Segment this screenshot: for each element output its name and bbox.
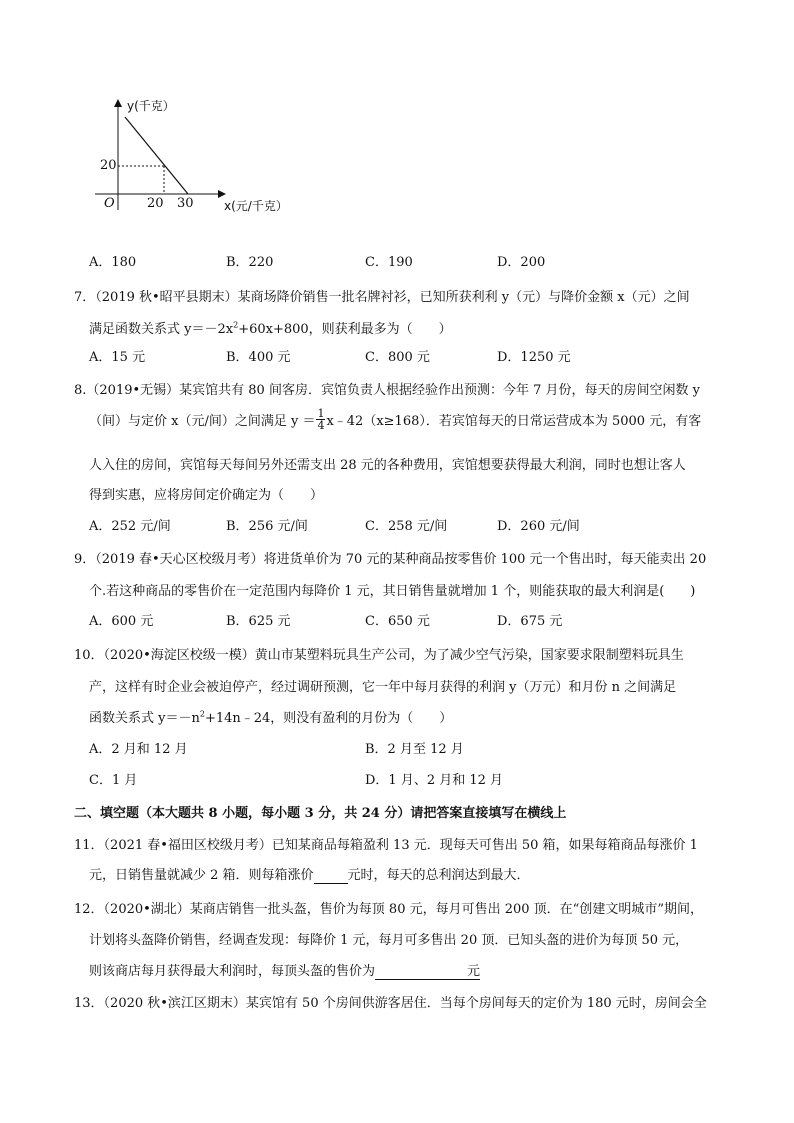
q8-line-1: 8.（2019•无锡）某宾馆共有 80 间客房．宾馆负责人根据经验作出预测：今年 7 月份，每天的房间空闲数 y [74,383,700,398]
q11-line-1: 11．（2021 春•福田区校级月考）已知某商品每箱盈利 13 元．现每天可售出 50 箱，如果每箱商品每涨价 1 [74,838,698,853]
q7-option-b: B．400 元 [226,350,291,365]
q12-line-3: 则该商店每月获得最大利润时，每顶头盔的售价为 元 [89,964,481,979]
q13-line-1: 13．（2020 秋•滨江区期末）某宾馆有 50 个房间供游客居住．当每个房间每天的定价为 180 元时，房间会全 [74,996,707,1011]
q11-line-2: 元，日销售量就减少 2 箱．则每箱涨价 元时，每天的总利润达到最大． [89,868,530,883]
demand-line [125,117,188,194]
y-axis-label: y(千克） [127,99,175,113]
q8-line-3: 人入住的房间，宾馆每天每间另外还需支出 28 元的各种费用，宾馆想要获得最大利润，同时也想让客人 [89,458,686,473]
q6-option-a: A．180 [89,255,137,270]
q7-option-d: D．1250 元 [497,350,571,365]
q9-line-2: 个.若这种商品的零售价在一定范围内每降价 1 元，其日销售量就增加 1 个，则能获取的最大利润是( ) [89,584,696,599]
q11-answer-blank[interactable] [314,868,348,884]
q10-option-b: B．2 月至 12 月 [365,742,464,757]
q7-line-1: 7．（2019 秋•昭平县期末）某商场降价销售一批名牌衬衫，已知所获利利 y（元）与降价金额 x（元）之间 [74,290,690,305]
q12-line-1: 12．（2020•湖北）某商店销售一批头盔，售价为每顶 80 元，每月可售出 200 顶．在“创建文明城市”期间， [74,902,703,917]
q8-option-a: A．252 元/间 [89,519,171,534]
q8-option-c: C．258 元/间 [365,519,448,534]
section-2-heading: 二、填空题（本大题共 8 小题，每小题 3 分，共 24 分）请把答案直接填写在横线上 [74,806,567,821]
q9-line-1: 9．（2019 春•天心区校级月考）将进货单价为 70 元的某种商品按零售价 100 元一个售出时，每天能卖出 20 [74,552,707,567]
q12-answer-blank[interactable] [375,964,467,980]
x-axis-label: x(元/千克） [224,199,288,213]
q9-option-d: D．675 元 [497,614,563,629]
q8-option-b: B．256 元/间 [226,519,308,534]
q10-line-2: 产，这样有时企业会被迫停产，经过调研预测，它一年中每月获得的利润 y（万元）和月份 n 之间满足 [89,680,677,695]
x-tick-label-20: 20 [147,196,164,211]
q9-option-a: A．600 元 [89,614,154,629]
q7-line-2: 满足函数关系式 $y=-2x^2+60x+800$，则获利最多为（ ） [89,320,452,337]
q6-option-c: C．190 [365,255,413,270]
q8-line-4: 得到实惠，应将房间定价确定为（ ） [89,488,324,503]
q10-option-d: D．1 月、2 月和 12 月 [365,773,504,788]
x-tick-label-30: 30 [177,196,194,211]
q7-option-c: C．800 元 [365,350,430,365]
origin-label: O [104,196,115,211]
q7-option-a: A．15 元 [89,350,146,365]
q10-line-3: 函数关系式 $y=-n^2+14n﹣24$，则没有盈利的月份为（ ） [89,709,453,726]
q6-option-d: D．200 [497,255,546,270]
y-tick-label: 20 [100,158,117,173]
q8-line-2: （间）与定价 x（元/间）之间满足 y ＝ $\frac{1}{4}$ x﹣42（x≥168）．若宾馆每天的日常运营成本为 5000 元，有客 [89,407,702,432]
q9-option-b: B．625 元 [226,614,291,629]
q10-option-a: A．2 月和 12 月 [89,742,188,757]
q10-line-1: 10．（2020•海淀区校级一模）黄山市某塑料玩具生产公司，为了减少空气污染，国家要求限制塑料玩具生 [74,648,684,663]
q8-option-d: D．260 元/间 [497,519,580,534]
q6-option-b: B．220 [226,255,274,270]
q12-line-2: 计划将头盔降价销售，经调查发现：每降价 1 元，每月可多售出 20 顶．已知头盔的进价为每顶 50 元， [89,933,689,948]
q9-option-c: C．650 元 [365,614,430,629]
fraction-one-quarter: $\frac{1}{4}$ [317,407,325,432]
q10-option-c: C．1 月 [89,773,138,788]
